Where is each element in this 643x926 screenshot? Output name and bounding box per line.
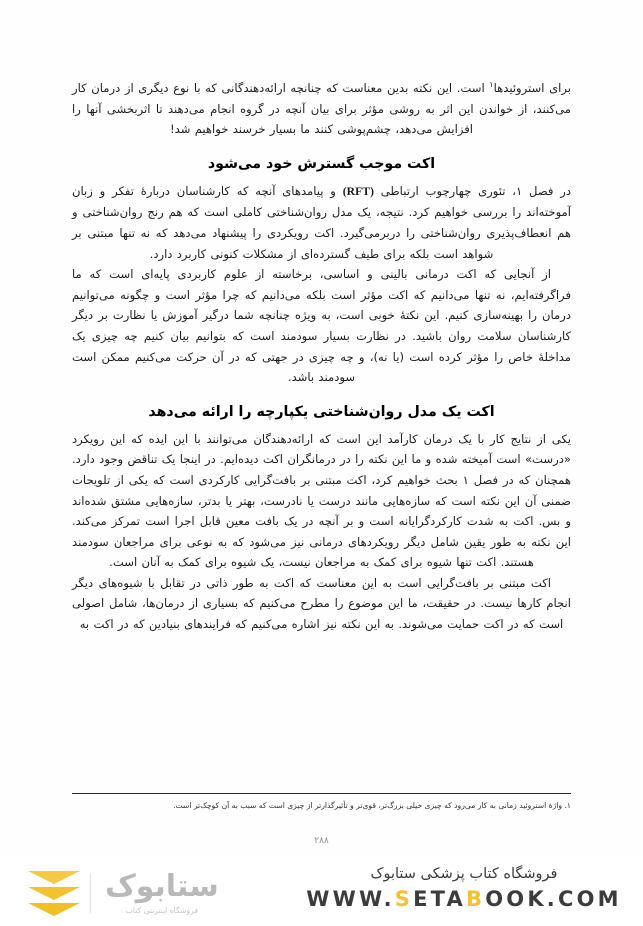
paragraph-rft-pre: در فصل ۱، تئوری چهارچوب ارتباطی: [373, 183, 571, 198]
url-segment: B: [466, 887, 486, 911]
chevron-logo-icon: [28, 871, 80, 916]
paragraph-rft-post: و پیامدهای آنچه که کارشناسان دربارهٔ تفکر و زبان آموخته‌اند را بررسی خواهیم کرد. نتیجه، یک مدل روان‌شناختی کاملی است که هم رنج روان‌شناختی و هم انعطاف‌پذیری روان‌شناختی را دربرمی‌گیرد. اکت رویکردی را پیشنهاد می‌دهد که نه تنها مبتنی بر شواهد است بلکه برای طیف گسترده‌ای از مشکلات کنونی کاربرد دارد.: [72, 183, 571, 261]
footnote-marker-ref: ۱: [489, 80, 494, 90]
footer-brand-block: [299, 866, 629, 911]
page-content: [72, 78, 571, 635]
footer-logo[interactable]: [28, 864, 278, 922]
footnote-separator: [72, 793, 571, 794]
paragraph-intro-pre: برای استروئیدها: [493, 81, 571, 95]
paragraph-intro: [72, 78, 571, 140]
page-number: ۲۸۸: [314, 836, 329, 846]
paragraph-context-based: اکت مبتنی بر بافت‌گرایی است به این معناست که اکت به طور ذاتی در تقابل با شیوه‌های دیگر انجام کارها نیست. در حقیقت، ما این موضوع را مطرح می‌کنیم که بسیاری از درمان‌ها، شامل اصولی است که در اکت حمایت می‌شوند. به این نکته نیز اشاره می‌کنیم که فرایندهای بنیادین که در اکت به: [72, 575, 571, 632]
url-segment: OOK.COM: [485, 887, 622, 911]
paragraph-rft: [72, 181, 571, 264]
url-segment: WWW.: [306, 887, 395, 911]
heading-unified-model: اکت یک مدل روان‌شناختی یکپارچه را ارائه می‌دهد: [148, 403, 495, 420]
paragraph-clinical-science: از آنجایی که اکت درمانی بالینی و اساسی، برخاسته از علوم کاربردی پایه‌ای است که ما فراگرفته‌ایم، نه تنها می‌دانیم که اکت مؤثر است بلکه می‌دانیم که چرا مؤثر است و چگونه می‌توانیم درمان را بهینه‌سازی کنیم. این نکتهٔ خوبی است، به ویژه چنانچه شما درگیر آموزش یا نظارت بر دیگر کارشناسان سلامت روان باشید. در نظارت بسیار سودمند است که بتوانیم بیان کنیم چه چیزی یک مداخلهٔ خاص را مؤثر کرده است (یا نه)، و چه چیزی در جهتی که در آن حرکت می‌کنیم ممکن است سودمند باشد.: [72, 267, 571, 385]
heading-act-expands-self: اکت موجب گسترش خود می‌شود: [207, 155, 436, 172]
footer-website-url[interactable]: [299, 887, 629, 911]
logo-divider: [90, 873, 91, 913]
url-segment: ETA: [413, 887, 467, 911]
logo-wordmark-text: ستابوک: [105, 868, 219, 904]
rft-abbreviation: (RFT): [342, 184, 374, 198]
footnote-zone: [72, 793, 571, 812]
footer-watermark-band: [0, 858, 643, 926]
url-segment: S: [394, 887, 414, 911]
paragraph-intro-rest: است. این نکته بدین معناست که چنانچه ارائه‌دهندگانی که با نوع دیگری از درمان کار می‌کنند، از خواندن این اثر به روشی مؤثر برای بیان آنچه در گروه انجام می‌دهند تا اثربخشی آنها را افزایش می‌دهد، چشم‌پوشی کنند ما بسیار خرسند خواهیم شد!: [72, 81, 571, 137]
footnote-text: ۱. واژهٔ استروئید زمانی به کار می‌رود که چیزی خیلی بزرگ‌تر، قوی‌تر و تأثیرگذارتر از چیزی است که سبب به آن کوچک‌تر است.: [173, 801, 571, 810]
logo-tagline: فروشگاه اینترنتی کتاب: [125, 905, 199, 915]
footer-brand-name: فروشگاه کتاب پزشکی ستابوک: [370, 866, 558, 882]
paragraph-functional-contextualism: یکی از نتایج کار با یک درمان کارآمد این است که ارائه‌دهندگان می‌توانند با این ایده که این رویکرد «درست» است آمیخته شده و ما این نکته را در درمانگران اکت دیده‌ایم. در اینجا یک تناقض وجود دارد. همچنان که در فصل ۱ بحث خواهیم کرد، اکت مبتنی بر بافت‌گرایی کارکردی است که یکی از تلویحات ضمنی آن این نکته است که سازه‌هایی مانند درست یا نادرست، بهتر یا بدتر، سازه‌هایی مشتق شده‌اند و بس. اکت به شدت کارکردگرایانه است و بر آنچه در یک بافت معین قابل اجرا است تمرکز می‌کند. این نکته به طور یقین شامل دیگر رویکردهای درمانی نیز می‌شود که به نوعی برای مراجعان سودمند هستند. اکت تنها شیوه برای کمک به مراجعان نیست، یک شیوه برای کمک به آنان است.: [72, 431, 571, 570]
logo-wordmark: [105, 868, 219, 915]
